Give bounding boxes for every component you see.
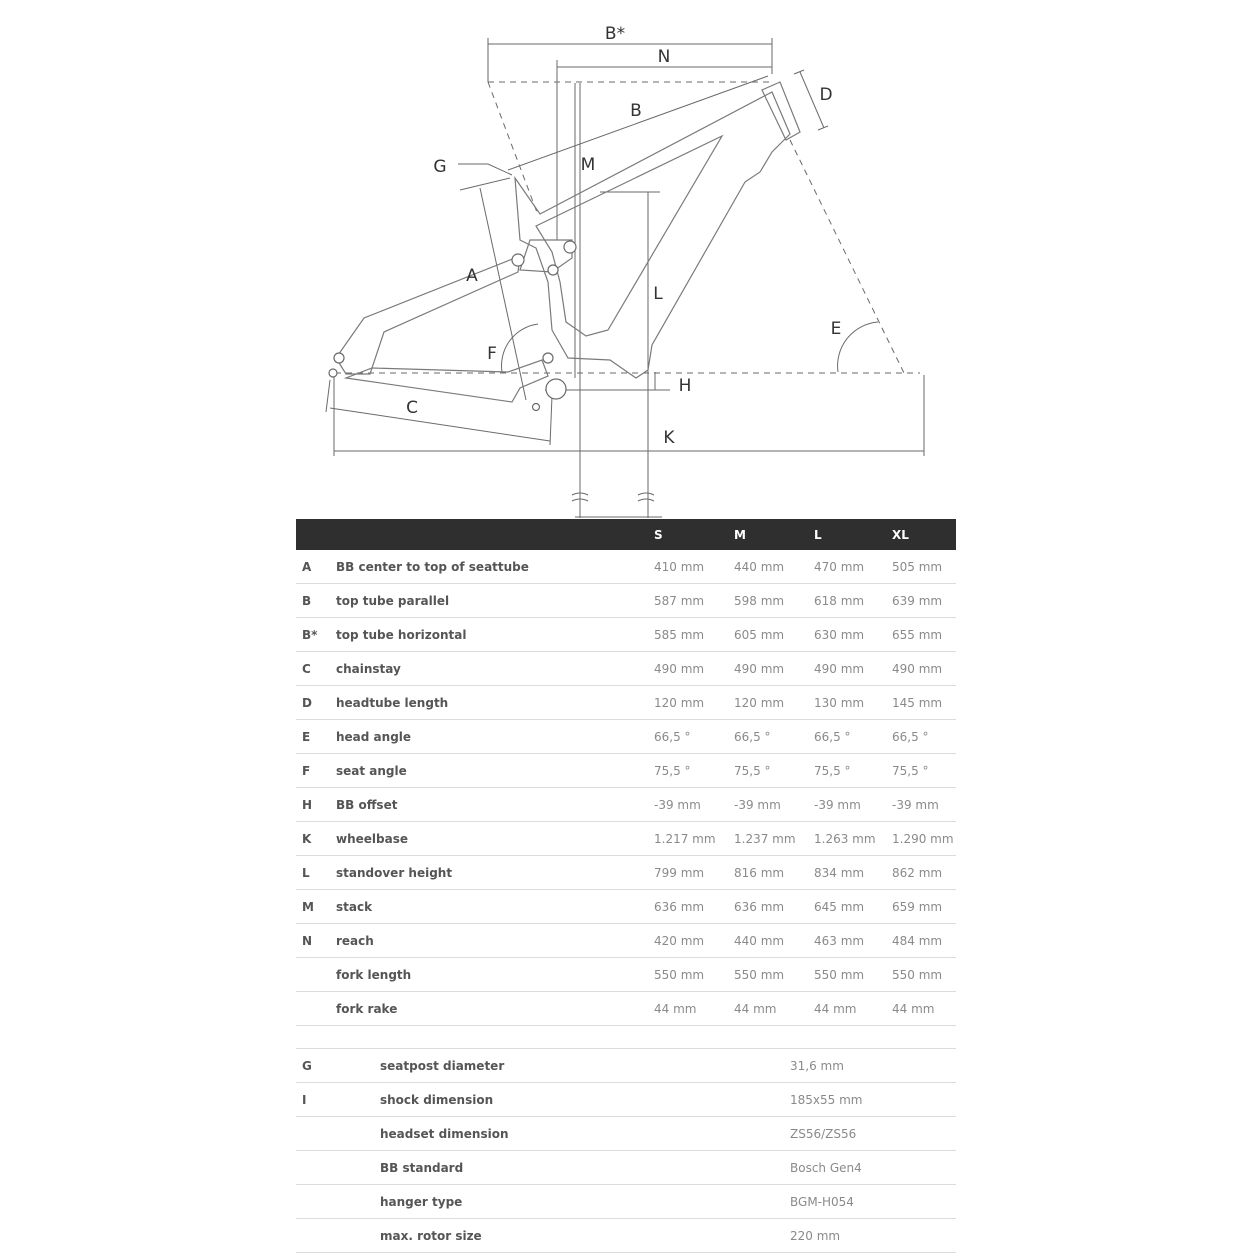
head-angle-arc xyxy=(838,322,878,372)
top-tube-inner xyxy=(536,136,722,336)
geometry-row xyxy=(296,822,956,856)
geometry-header-row xyxy=(296,519,956,550)
row-value: 490 mm xyxy=(814,652,892,686)
frame-geometry-diagram xyxy=(0,0,1260,520)
diagram-label: B xyxy=(630,101,642,121)
row-value: 490 mm xyxy=(734,652,814,686)
geometry-row xyxy=(296,584,956,618)
row-value: 75,5 ° xyxy=(734,754,814,788)
dashed-seat-line xyxy=(488,82,538,215)
spec-key xyxy=(296,1117,380,1151)
diagram-label: D xyxy=(819,85,833,105)
spec-key xyxy=(296,1185,380,1219)
row-value: 834 mm xyxy=(814,856,892,890)
row-key: A xyxy=(296,550,336,584)
geometry-table xyxy=(296,519,956,1026)
row-key xyxy=(296,958,336,992)
seatpost-leader xyxy=(458,164,512,175)
rear-axle-upper xyxy=(334,353,344,363)
row-name: seat angle xyxy=(336,754,654,788)
row-value: 645 mm xyxy=(814,890,892,924)
row-name: wheelbase xyxy=(336,822,654,856)
row-value: 598 mm xyxy=(734,584,814,618)
row-value: 470 mm xyxy=(814,550,892,584)
diagram-label: A xyxy=(466,266,478,286)
geometry-row xyxy=(296,788,956,822)
row-value: 639 mm xyxy=(892,584,956,618)
row-name: reach xyxy=(336,924,654,958)
row-value: 75,5 ° xyxy=(654,754,734,788)
row-key: H xyxy=(296,788,336,822)
row-name: top tube parallel xyxy=(336,584,654,618)
row-key: L xyxy=(296,856,336,890)
row-value: 659 mm xyxy=(892,890,956,924)
row-value: 862 mm xyxy=(892,856,956,890)
spec-value: 185x55 mm xyxy=(790,1083,956,1117)
row-value: 44 mm xyxy=(892,992,956,1026)
row-value: 120 mm xyxy=(734,686,814,720)
spec-name: hanger type xyxy=(380,1185,790,1219)
specs-table xyxy=(296,1048,956,1253)
row-value: 484 mm xyxy=(892,924,956,958)
row-value: 585 mm xyxy=(654,618,734,652)
row-key: B* xyxy=(296,618,336,652)
row-value: 655 mm xyxy=(892,618,956,652)
row-value: 1.217 mm xyxy=(654,822,734,856)
header-size-xl: XL xyxy=(892,519,956,550)
pivot-rocker xyxy=(564,241,576,253)
spec-key xyxy=(296,1219,380,1253)
row-value: 618 mm xyxy=(814,584,892,618)
diagram-label: F xyxy=(487,344,497,364)
row-value: 120 mm xyxy=(654,686,734,720)
row-value: 420 mm xyxy=(654,924,734,958)
row-value: 605 mm xyxy=(734,618,814,652)
row-value: 1.237 mm xyxy=(734,822,814,856)
header-size-s: S xyxy=(654,519,734,550)
row-value: 44 mm xyxy=(814,992,892,1026)
diagram-label: N xyxy=(657,47,671,67)
row-value: 1.263 mm xyxy=(814,822,892,856)
row-value: 440 mm xyxy=(734,924,814,958)
row-value: -39 mm xyxy=(892,788,956,822)
row-value: -39 mm xyxy=(734,788,814,822)
row-name: stack xyxy=(336,890,654,924)
spec-key xyxy=(296,1151,380,1185)
chain-stay xyxy=(346,360,548,402)
bottom-bracket xyxy=(546,379,566,399)
row-value: -39 mm xyxy=(654,788,734,822)
spec-row xyxy=(296,1083,956,1117)
spec-name: shock dimension xyxy=(380,1083,790,1117)
diagram-label: K xyxy=(663,428,675,448)
pivot-main xyxy=(543,353,553,363)
row-value: 130 mm xyxy=(814,686,892,720)
row-value: 1.290 mm xyxy=(892,822,956,856)
pivot-upper xyxy=(512,254,524,266)
row-value: 550 mm xyxy=(734,958,814,992)
geometry-row xyxy=(296,958,956,992)
row-value: 145 mm xyxy=(892,686,956,720)
row-name: headtube length xyxy=(336,686,654,720)
row-value: 463 mm xyxy=(814,924,892,958)
geometry-row xyxy=(296,856,956,890)
geometry-row xyxy=(296,754,956,788)
row-value: 550 mm xyxy=(654,958,734,992)
row-name: BB offset xyxy=(336,788,654,822)
row-name: BB center to top of seattube xyxy=(336,550,654,584)
row-value: 799 mm xyxy=(654,856,734,890)
spec-name: max. rotor size xyxy=(380,1219,790,1253)
dim-b-line xyxy=(508,76,768,170)
spec-row xyxy=(296,1049,956,1083)
spec-value: 31,6 mm xyxy=(790,1049,956,1083)
spec-row xyxy=(296,1117,956,1151)
diagram-label: L xyxy=(653,284,663,304)
geometry-row xyxy=(296,992,956,1026)
geometry-row xyxy=(296,890,956,924)
pivot-lower xyxy=(533,404,540,411)
row-value: 75,5 ° xyxy=(892,754,956,788)
row-key: M xyxy=(296,890,336,924)
row-value: 440 mm xyxy=(734,550,814,584)
spec-name: BB standard xyxy=(380,1151,790,1185)
main-frame-outline xyxy=(515,92,790,378)
geometry-row xyxy=(296,924,956,958)
header-name xyxy=(336,519,654,550)
header-key xyxy=(296,519,336,550)
row-value: 44 mm xyxy=(734,992,814,1026)
row-key: K xyxy=(296,822,336,856)
row-value: 410 mm xyxy=(654,550,734,584)
geometry-row xyxy=(296,720,956,754)
row-value: 816 mm xyxy=(734,856,814,890)
diagram-label: E xyxy=(830,319,842,339)
header-size-m: M xyxy=(734,519,814,550)
row-value: 587 mm xyxy=(654,584,734,618)
row-name: chainstay xyxy=(336,652,654,686)
spec-row xyxy=(296,1185,956,1219)
dim-m-line xyxy=(575,83,580,518)
row-value: 636 mm xyxy=(654,890,734,924)
diagram-label: H xyxy=(678,376,692,396)
row-value: 66,5 ° xyxy=(654,720,734,754)
dim-n-line xyxy=(557,60,772,240)
spec-row xyxy=(296,1151,956,1185)
row-value: 66,5 ° xyxy=(814,720,892,754)
spec-value: 220 mm xyxy=(790,1219,956,1253)
spec-key: G xyxy=(296,1049,380,1083)
row-value: 490 mm xyxy=(892,652,956,686)
rear-axle xyxy=(329,369,337,377)
steering-axis-line xyxy=(790,140,905,375)
spec-value: Bosch Gen4 xyxy=(790,1151,956,1185)
row-name: top tube horizontal xyxy=(336,618,654,652)
row-key: F xyxy=(296,754,336,788)
row-name: fork length xyxy=(336,958,654,992)
row-name: standover height xyxy=(336,856,654,890)
seat-angle-arc xyxy=(502,324,538,372)
spec-name: headset dimension xyxy=(380,1117,790,1151)
diagram-label: G xyxy=(433,157,447,177)
diagram-label: C xyxy=(406,398,418,418)
row-key: N xyxy=(296,924,336,958)
diagram-label: B* xyxy=(604,24,626,44)
spec-row xyxy=(296,1219,956,1253)
pivot-shock xyxy=(548,265,558,275)
row-value: 490 mm xyxy=(654,652,734,686)
row-value: 66,5 ° xyxy=(892,720,956,754)
row-value: 44 mm xyxy=(654,992,734,1026)
row-value: 630 mm xyxy=(814,618,892,652)
row-name: fork rake xyxy=(336,992,654,1026)
row-value: 550 mm xyxy=(892,958,956,992)
row-value: 505 mm xyxy=(892,550,956,584)
spec-value: ZS56/ZS56 xyxy=(790,1117,956,1151)
row-key: C xyxy=(296,652,336,686)
geometry-row xyxy=(296,686,956,720)
row-value: 550 mm xyxy=(814,958,892,992)
row-key: D xyxy=(296,686,336,720)
dim-a-line xyxy=(460,178,526,400)
dim-b-star-line xyxy=(488,38,772,82)
row-value: 636 mm xyxy=(734,890,814,924)
diagram-label: M xyxy=(580,155,596,175)
dim-k-line xyxy=(334,375,924,456)
head-tube xyxy=(762,82,800,140)
row-name: head angle xyxy=(336,720,654,754)
geometry-row xyxy=(296,618,956,652)
row-value: 66,5 ° xyxy=(734,720,814,754)
spec-name: seatpost diameter xyxy=(380,1049,790,1083)
dim-c-line xyxy=(326,380,552,445)
spec-value: BGM-H054 xyxy=(790,1185,956,1219)
row-key: B xyxy=(296,584,336,618)
spec-key: I xyxy=(296,1083,380,1117)
geometry-row xyxy=(296,550,956,584)
row-value: -39 mm xyxy=(814,788,892,822)
row-value: 75,5 ° xyxy=(814,754,892,788)
header-size-l: L xyxy=(814,519,892,550)
geometry-row xyxy=(296,652,956,686)
row-key xyxy=(296,992,336,1026)
row-key: E xyxy=(296,720,336,754)
